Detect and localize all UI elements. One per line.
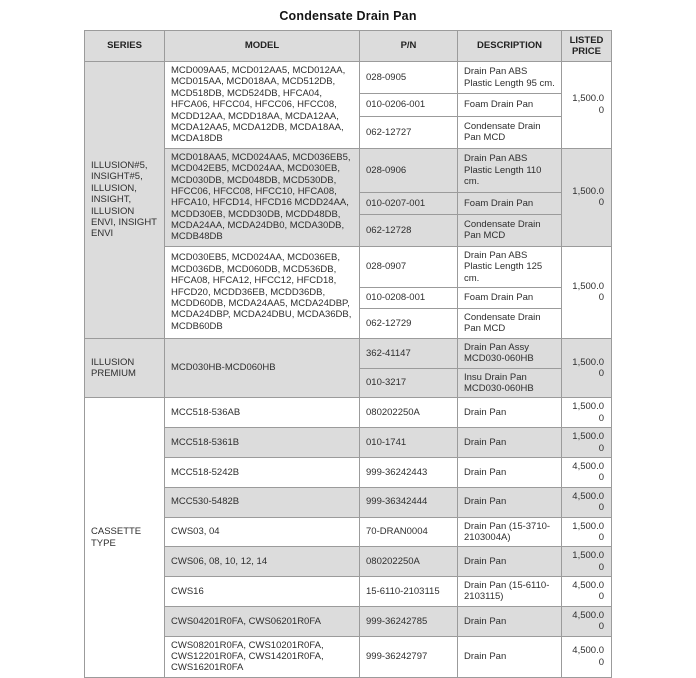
description-cell: Drain Pan Assy MCD030-060HB bbox=[458, 338, 562, 368]
series-cell-cassette-type: CASSETTE TYPE bbox=[85, 398, 165, 677]
pn-cell: 080202250A bbox=[360, 398, 458, 428]
price-cell: 1,500.00 bbox=[562, 338, 612, 398]
price-cell: 4,500.00 bbox=[562, 636, 612, 677]
description-cell: Drain Pan bbox=[458, 428, 562, 458]
header-pn: P/N bbox=[360, 31, 458, 62]
table-row bbox=[85, 338, 612, 368]
model-cell: CWS08201R0FA, CWS10201R0FA, CWS12201R0FA, CWS14201R0FA, CWS16201R0FA bbox=[165, 636, 360, 677]
model-cell: MCC518-5242B bbox=[165, 457, 360, 487]
table-row bbox=[85, 606, 612, 636]
pn-cell: 028-0906 bbox=[360, 148, 458, 192]
table-row bbox=[85, 487, 612, 517]
description-cell: Condensate Drain Pan MCD bbox=[458, 116, 562, 148]
price-cell: 1,500.00 bbox=[562, 517, 612, 547]
description-cell: Drain Pan bbox=[458, 457, 562, 487]
price-cell: 1,500.00 bbox=[562, 428, 612, 458]
pn-cell: 028-0905 bbox=[360, 62, 458, 94]
price-cell: 4,500.00 bbox=[562, 577, 612, 607]
series-cell-illusion-premium: ILLUSION PREMIUM bbox=[85, 338, 165, 398]
table-row bbox=[85, 547, 612, 577]
pn-cell: 080202250A bbox=[360, 547, 458, 577]
model-cell: MCC518-5361B bbox=[165, 428, 360, 458]
price-cell: 1,500.00 bbox=[562, 398, 612, 428]
condensate-drain-pan-table bbox=[84, 30, 612, 678]
pn-cell: 062-12727 bbox=[360, 116, 458, 148]
description-cell: Condensate Drain Pan MCD bbox=[458, 309, 562, 339]
model-cell: CWS03, 04 bbox=[165, 517, 360, 547]
description-cell: Drain Pan (15-6110-2103115) bbox=[458, 577, 562, 607]
pn-cell: 062-12728 bbox=[360, 215, 458, 247]
description-cell: Drain Pan bbox=[458, 398, 562, 428]
pn-cell: 010-0207-001 bbox=[360, 192, 458, 214]
description-cell: Foam Drain Pan bbox=[458, 288, 562, 309]
pn-cell: 010-3217 bbox=[360, 368, 458, 398]
header-model: MODEL bbox=[165, 31, 360, 62]
pn-cell: 028-0907 bbox=[360, 246, 458, 287]
pn-cell: 362-41147 bbox=[360, 338, 458, 368]
description-cell: Condensate Drain Pan MCD bbox=[458, 215, 562, 247]
series-cell-illusion: ILLUSION#5, INSIGHT#5, ILLUSION, INSIGHT, ILLUSION ENVI, INSIGHT ENVI bbox=[85, 62, 165, 339]
header-description: DESCRIPTION bbox=[458, 31, 562, 62]
model-cell: MCD018AA5, MCD024AA5, MCD036EB5, MCD042EB5, MCD024AA, MCD030EB, MCD030DB, MCD048DB, MCD530DB, HFCC06, HFCC08, HFCC10, HFCA08, HFCA10, HFCD14, HFCD16 MCDD24AA, MCDD30EB, MCDD30DB, MCDD48DB, MCDA24AA, MCDA24DB0, MCDA30DB, MCDB48DB bbox=[165, 148, 360, 246]
description-cell: Drain Pan ABS Plastic Length 110 cm. bbox=[458, 148, 562, 192]
description-cell: Drain Pan bbox=[458, 636, 562, 677]
price-cell: 4,500.00 bbox=[562, 606, 612, 636]
table-row bbox=[85, 398, 612, 428]
header-row bbox=[85, 31, 612, 62]
price-cell: 1,500.00 bbox=[562, 246, 612, 338]
pn-cell: 999-36342444 bbox=[360, 487, 458, 517]
pn-cell: 010-0206-001 bbox=[360, 94, 458, 117]
price-cell: 1,500.00 bbox=[562, 148, 612, 246]
table-row bbox=[85, 577, 612, 607]
pn-cell: 010-1741 bbox=[360, 428, 458, 458]
description-cell: Foam Drain Pan bbox=[458, 192, 562, 214]
description-cell: Drain Pan bbox=[458, 606, 562, 636]
model-cell: MCD030HB-MCD060HB bbox=[165, 338, 360, 398]
model-cell: MCD030EB5, MCD024AA, MCD036EB, MCD036DB, MCD060DB, MCD536DB, HFCA08, HFCA12, HFCC12, HFCD18, HFCD20, MCDD36EB, MCDD36DB, MCDD60DB, MCDA24AA5, MCDA24DBP, MCDA24DBP, MCDA24DBU, MCDA36DB, MCDB60DB bbox=[165, 246, 360, 338]
description-cell: Drain Pan bbox=[458, 487, 562, 517]
pn-cell: 70-DRAN0004 bbox=[360, 517, 458, 547]
table-row bbox=[85, 428, 612, 458]
model-cell: MCC530-5482B bbox=[165, 487, 360, 517]
page-title: Condensate Drain Pan bbox=[279, 9, 417, 23]
header-series: SERIES bbox=[85, 31, 165, 62]
price-cell: 1,500.00 bbox=[562, 547, 612, 577]
pn-cell: 999-36242797 bbox=[360, 636, 458, 677]
model-cell: CWS06, 08, 10, 12, 14 bbox=[165, 547, 360, 577]
model-cell: CWS16 bbox=[165, 577, 360, 607]
pn-cell: 999-36242785 bbox=[360, 606, 458, 636]
description-cell: Drain Pan (15-3710-2103004A) bbox=[458, 517, 562, 547]
description-cell: Drain Pan bbox=[458, 547, 562, 577]
header-listed-price: LISTED PRICE bbox=[562, 31, 612, 62]
table-row bbox=[85, 246, 612, 287]
table-row bbox=[85, 62, 612, 94]
table-row bbox=[85, 636, 612, 677]
pn-cell: 010-0208-001 bbox=[360, 288, 458, 309]
model-cell: MCD009AA5, MCD012AA5, MCD012AA, MCD015AA, MCD018AA, MCD512DB, MCD518DB, MCD524DB, HFCA04, HFCA06, HFCC04, HFCC06, HFCC08, MCDD12AA, MCDD18AA, MCDA12AA, MCDA12AA5, MCDA12DB, MCDA18AA, MCDA18DB bbox=[165, 62, 360, 149]
table-row bbox=[85, 517, 612, 547]
pn-cell: 999-36242443 bbox=[360, 457, 458, 487]
model-cell: CWS04201R0FA, CWS06201R0FA bbox=[165, 606, 360, 636]
description-cell: Foam Drain Pan bbox=[458, 94, 562, 117]
price-cell: 1,500.00 bbox=[562, 62, 612, 149]
price-cell: 4,500.00 bbox=[562, 487, 612, 517]
description-cell: Drain Pan ABS Plastic Length 125 cm. bbox=[458, 246, 562, 287]
pn-cell: 062-12729 bbox=[360, 309, 458, 339]
pn-cell: 15-6110-2103115 bbox=[360, 577, 458, 607]
table-row bbox=[85, 457, 612, 487]
price-cell: 4,500.00 bbox=[562, 457, 612, 487]
table-row bbox=[85, 148, 612, 192]
description-cell: Insu Drain Pan MCD030-060HB bbox=[458, 368, 562, 398]
description-cell: Drain Pan ABS Plastic Length 95 cm. bbox=[458, 62, 562, 94]
model-cell: MCC518-536AB bbox=[165, 398, 360, 428]
